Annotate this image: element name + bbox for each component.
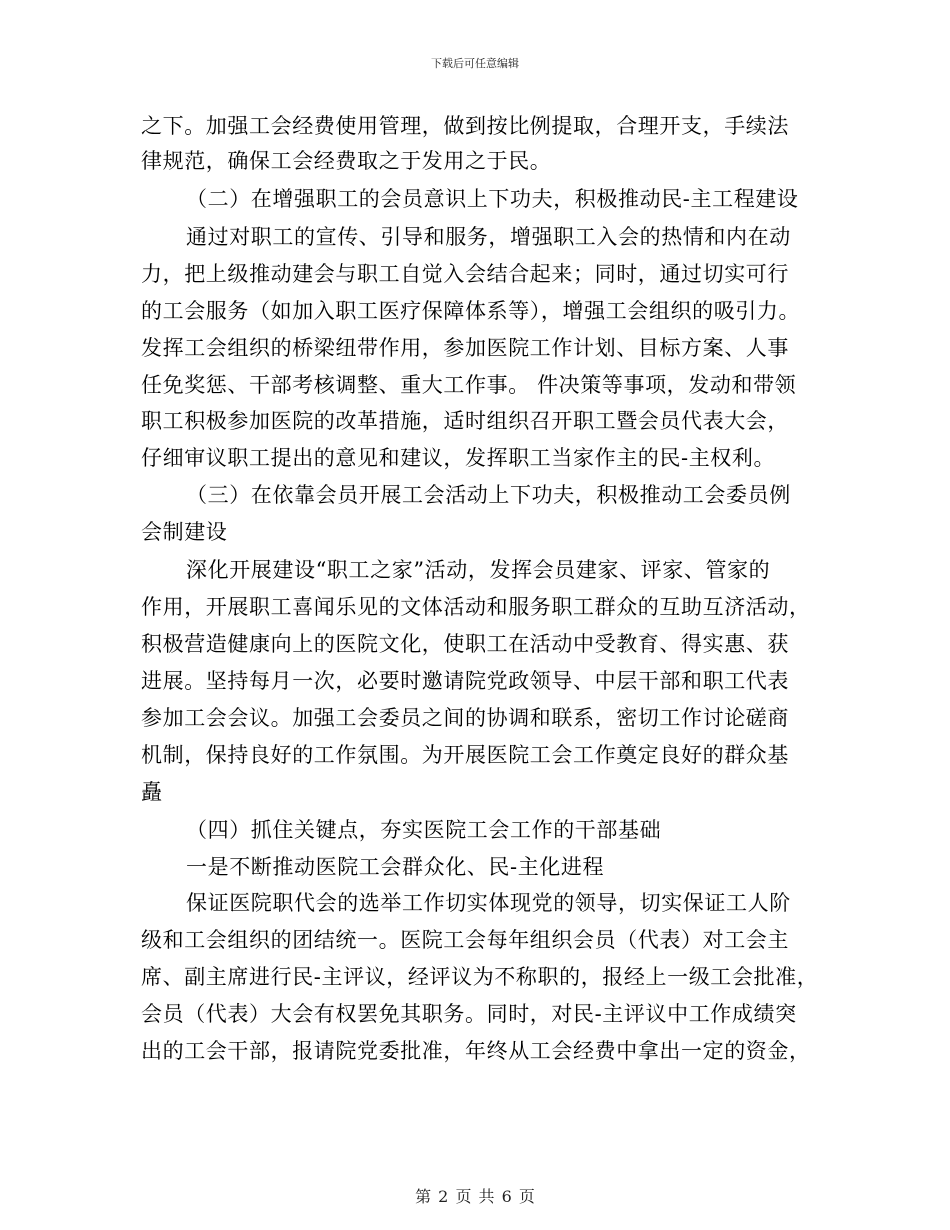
text-line: 积极营造健康向上的医院文化，使职工在活动中受教育、得实惠、获 <box>141 632 789 656</box>
text-line: 进展。坚持每月一次，必要时邀请院党政领导、中层干部和职工代表 <box>141 669 789 693</box>
text-line: 会员（代表）大会有权罢免其职务。同时，对民-主评议中工作成绩突 <box>141 1002 797 1026</box>
text-line: 机制，保持良好的工作氛围。为开展医院工会工作奠定良好的群众基 <box>141 743 789 767</box>
text-line: 仔细审议职工提出的意见和建议，发挥职工当家作主的民-主权利。 <box>141 446 776 470</box>
text-line: 作用，开展职工喜闻乐见的文体活动和服务职工群众的互助互济活动， <box>141 595 811 619</box>
text-line: 矗 <box>141 780 163 804</box>
text-line: 会制建设 <box>141 520 228 544</box>
text-line: （二）在增强职工的会员意识上下功夫，积极推动民-主工程建设 <box>186 187 799 211</box>
text-line: 发挥工会组织的桥梁纽带作用，参加医院工作计划、目标方案、人事 <box>141 336 789 360</box>
text-line: 保证医院职代会的选举工作切实体现党的领导，切实保证工人阶 <box>186 891 791 915</box>
page-header: 下载后可任意编辑 <box>431 57 519 70</box>
text-line: （四）抓住关键点，夯实医院工会工作的干部基础 <box>186 818 662 842</box>
text-line: 一是不断推动医院工会群众化、民-主化进程 <box>186 855 605 879</box>
text-line: 席、副主席进行民-主评议，经评议为不称职的，报经上一级工会批准， <box>141 965 819 989</box>
text-line: 的工会服务（如加入职工医疗保障体系等），增强工会组织的吸引力。 <box>141 299 801 323</box>
page-footer: 第 2 页 共 6 页 <box>415 1187 535 1206</box>
text-line: （三）在依靠会员开展工会活动上下功夫，积极推动工会委员例 <box>186 483 791 507</box>
text-line: 律规范，确保工会经费取之于发用之于民。 <box>141 149 552 173</box>
text-line: 职工积极参加医院的改革措施，适时组织召开职工暨会员代表大会， <box>141 409 789 433</box>
text-line: 力，把上级推动建会与职工自觉入会结合起来；同时，通过切实可行 <box>141 262 789 286</box>
text-line: 出的工会干部，报请院党委批准，年终从工会经费中拿出一定的资金， <box>141 1039 811 1063</box>
text-line: 深化开展建设“职工之家”活动，发挥会员建家、评家、管家的 <box>186 558 771 582</box>
text-line: 通过对职工的宣传、引导和服务，增强职工入会的热情和内在动 <box>186 225 791 249</box>
text-line: 级和工会组织的团结统一。医院工会每年组织会员（代表）对工会主 <box>141 928 789 952</box>
text-line: 任免奖惩、干部考核调整、重大工作事。 件决策等事项，发动和带领 <box>141 373 797 397</box>
text-line: 之下。加强工会经费使用管理，做到按比例提取，合理开支，手续法 <box>141 114 789 138</box>
text-line: 参加工会会议。加强工会委员之间的协调和联系，密切工作讨论磋商 <box>141 706 789 730</box>
